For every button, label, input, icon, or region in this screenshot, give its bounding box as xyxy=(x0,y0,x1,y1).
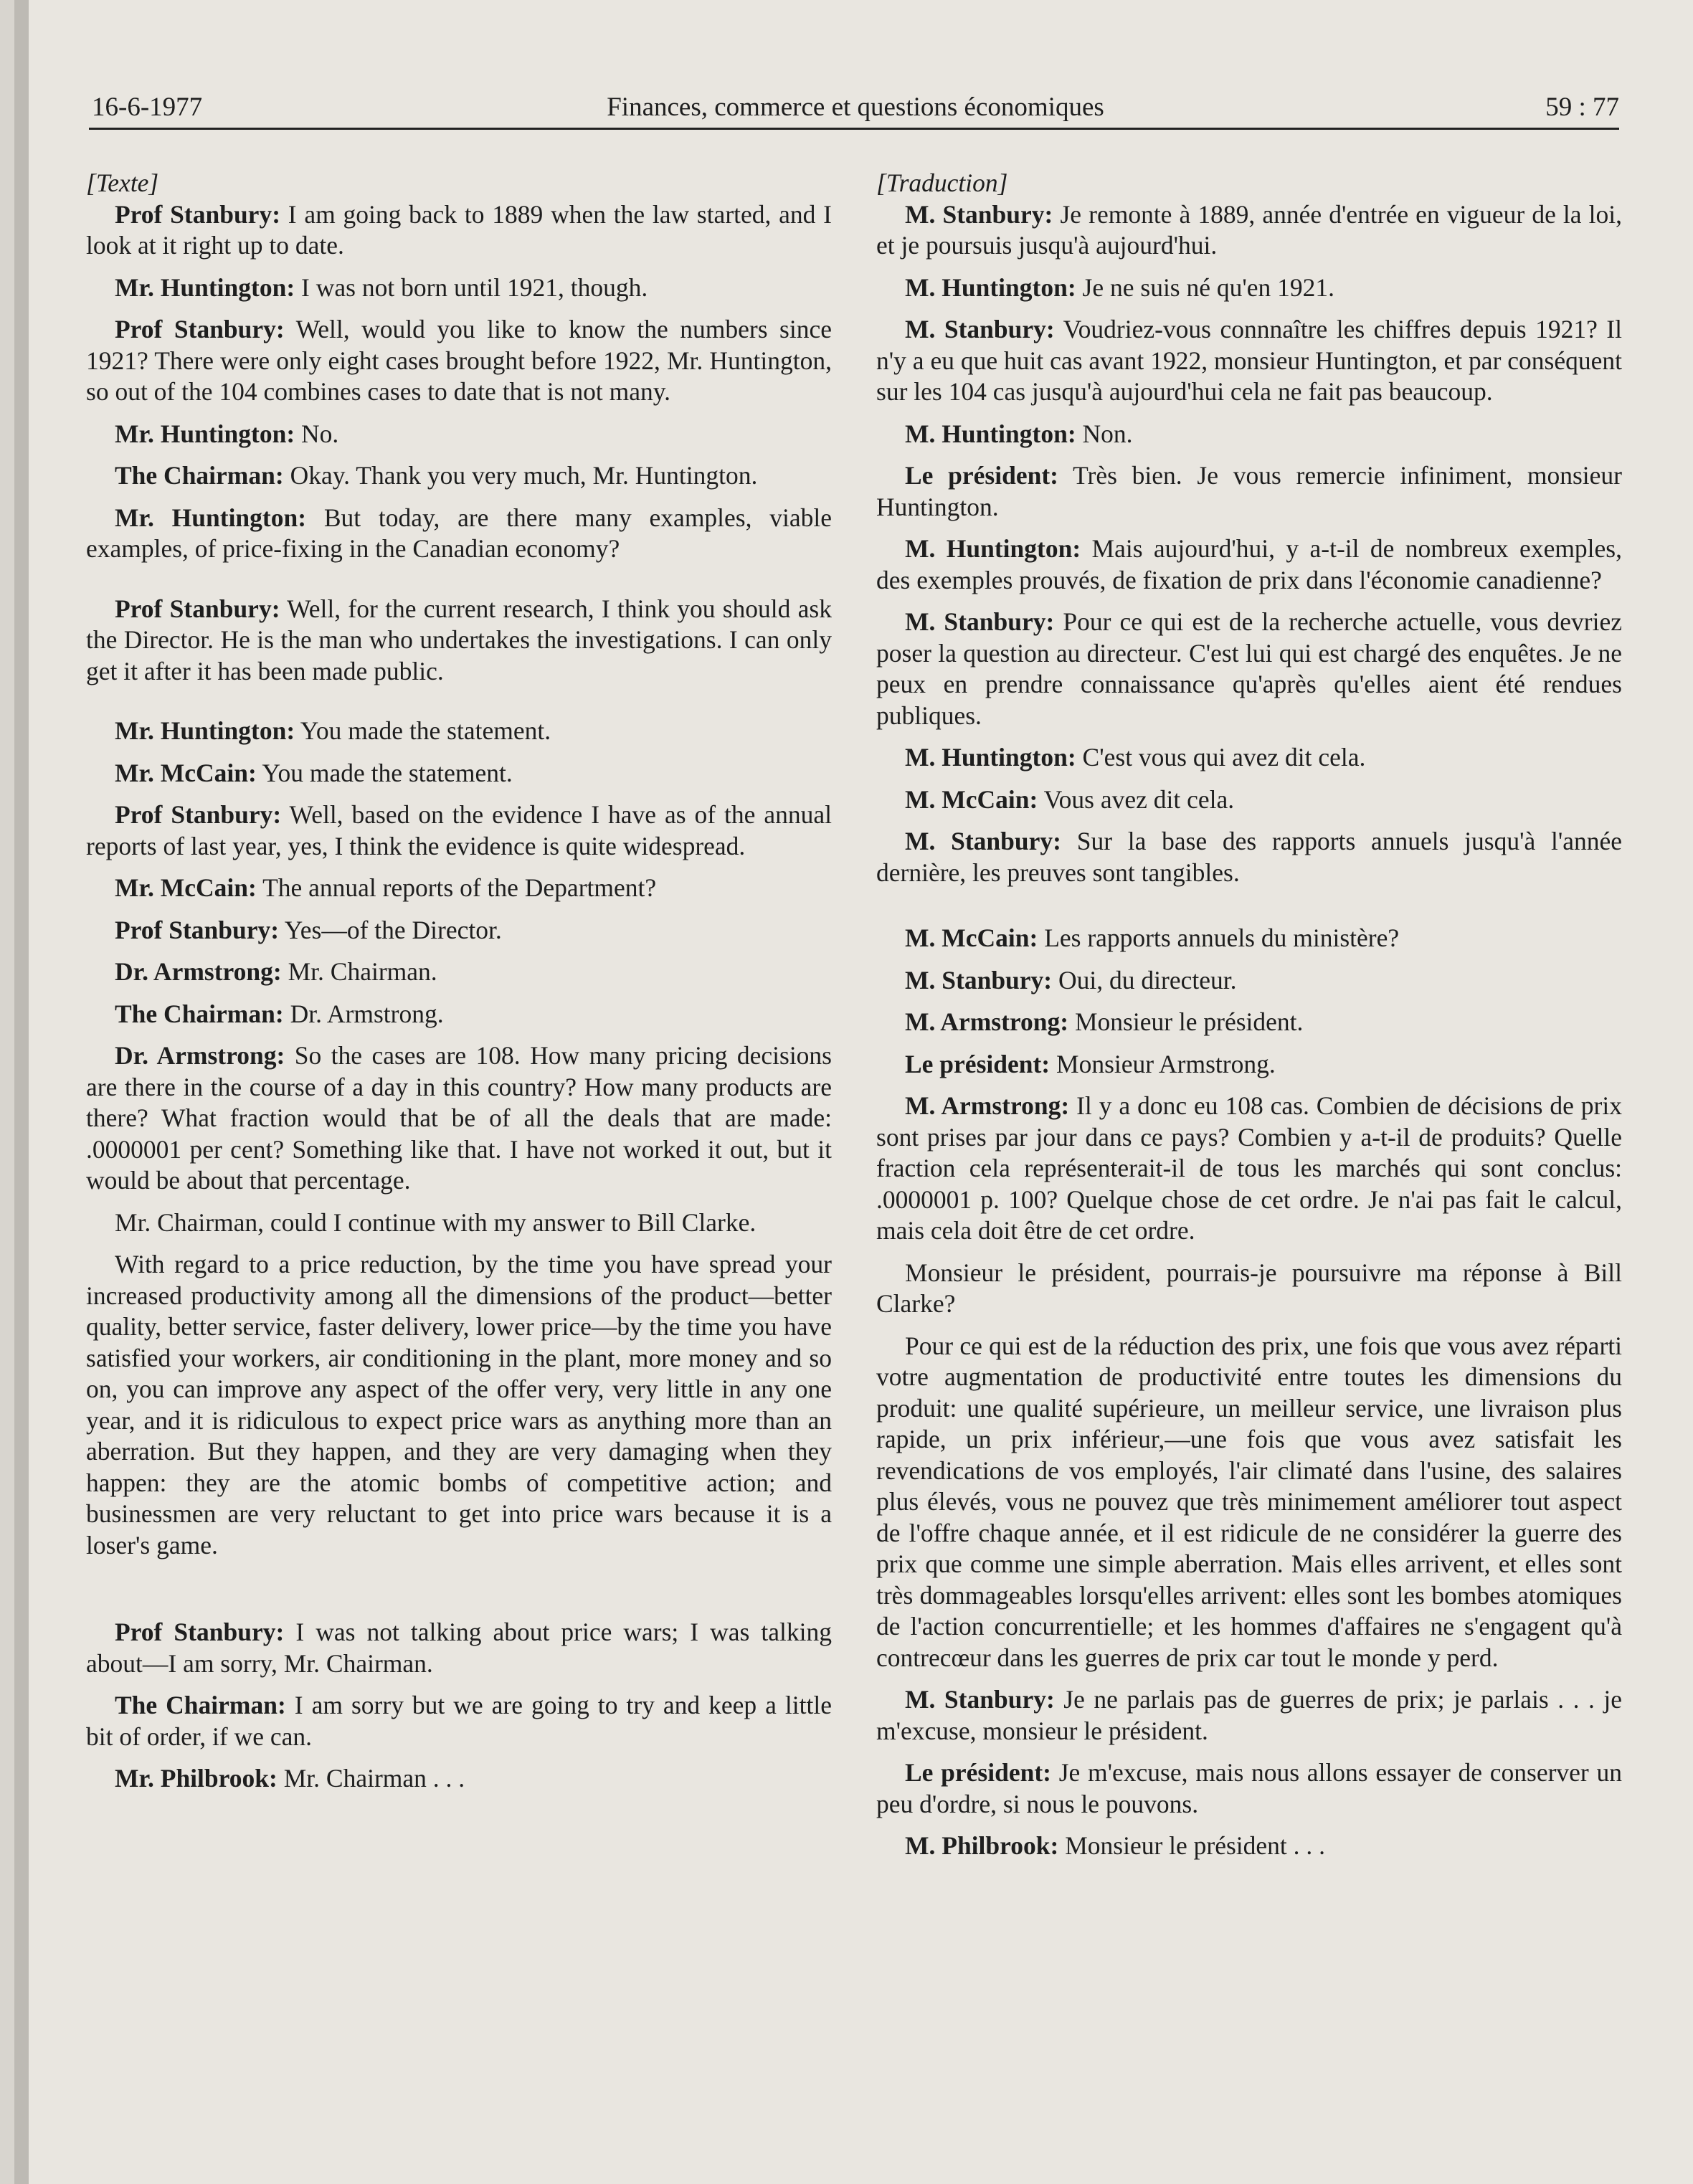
french-column xyxy=(876,168,1622,1873)
speech: No. xyxy=(295,419,339,448)
speaker: Prof Stanbury: xyxy=(115,800,282,829)
speech: Je ne suis né qu'en 1921. xyxy=(1076,272,1335,302)
speech: I am going back to 1889 when the law started, and I look at it right up to date. xyxy=(86,199,832,260)
speech: But today, are there many examples, viable examples, of price-fixing in the Canadian economy? xyxy=(86,503,832,563)
paragraph xyxy=(876,1258,1622,1320)
document-page xyxy=(14,0,1693,2184)
paragraph xyxy=(86,1249,832,1561)
speech: You made the statement. xyxy=(295,716,551,745)
speaker: Mr. McCain: xyxy=(115,873,257,902)
paragraph xyxy=(86,1763,832,1795)
speech: C'est vous qui avez dit cela. xyxy=(1076,743,1366,771)
speaker: The Chairman: xyxy=(115,461,284,490)
speaker: Prof Stanbury: xyxy=(115,1618,285,1646)
paragraph xyxy=(876,965,1622,997)
paragraph xyxy=(86,999,832,1030)
header-title: Finances, commerce et questions économiques xyxy=(607,92,1104,122)
speech: Mr. Chairman. xyxy=(281,957,437,986)
speech: Well, for the current research, I think you should ask the Director. He is the man who undertakes the investigations. I can only get it after it has been made public. xyxy=(86,594,832,685)
speech: The annual reports of the Department? xyxy=(256,873,657,902)
speech: Je m'excuse, mais nous allons essayer de conserver un peu d'ordre, si nous le pouvons. xyxy=(876,1758,1622,1818)
english-column xyxy=(86,168,832,1805)
speaker: Mr. Huntington: xyxy=(115,716,295,745)
speaker: M. McCain: xyxy=(905,784,1038,814)
speaker: Mr. Huntington: xyxy=(115,503,307,532)
speech: Monsieur le président, pourrais-je poursuivre ma réponse à Bill Clarke? xyxy=(876,1258,1622,1318)
speaker: M. Huntington: xyxy=(905,419,1076,448)
paragraph xyxy=(86,503,832,565)
paragraph xyxy=(876,533,1622,596)
paragraph xyxy=(876,1757,1622,1820)
speaker: M. Stanbury: xyxy=(905,827,1061,855)
speech: Mais aujourd'hui, y a-t-il de nombreux exemples, des exemples prouvés, de fixation de prix dans l'économie canadienne? xyxy=(876,534,1622,594)
speech: Vous avez dit cela. xyxy=(1038,784,1235,814)
speaker: Le président: xyxy=(905,1049,1051,1078)
speaker: M. Stanbury: xyxy=(905,965,1053,994)
speech: You made the statement. xyxy=(256,758,513,787)
speech: Il y a donc eu 108 cas. Combien de décisions de prix sont prises par jour dans ce pays? Combien y a-t-il de produits? Quelle fraction cela représenterait-il de tous les marchés qui sont conclus: .0000001 p. 100? Quelque chose de cet ordre. Je n'ai pas fait le calcul, mais cela doit être de cet ordre. xyxy=(876,1091,1622,1245)
paragraph xyxy=(876,314,1622,408)
header-rule xyxy=(89,128,1619,130)
paragraph xyxy=(86,1040,832,1197)
speaker: Dr. Armstrong: xyxy=(115,957,282,986)
speaker: Dr. Armstrong: xyxy=(115,1041,285,1070)
speaker: M. Philbrook: xyxy=(905,1831,1059,1860)
speech: With regard to a price reduction, by the time you have spread your increased productivity among all the dimensions of the product—better quality, better service, faster delivery, lower price—by the time you have satisfied your workers, air conditioning in the plant, more money and so on, you can improve any aspect of the offer very, very little in any one year, and it is ridiculous to expect price wars as anything more than an aberration. But they happen, and they are very damaging when they happen: they are the atomic bombs of competitive action; and businessmen are very reluctant to get into price wars because it is a loser's game. xyxy=(86,1250,832,1559)
running-header xyxy=(92,89,1619,132)
paragraph xyxy=(86,915,832,946)
paragraph xyxy=(876,419,1622,450)
speech: Yes—of the Director. xyxy=(279,915,502,944)
paragraph xyxy=(86,1207,832,1239)
speech: Pour ce qui est de la recherche actuelle, vous devriez poser la question au directeur. C'est lui qui est chargé des enquêtes. Je ne peux en prendre connaissance qu'après qu'elles aient été rendues publiques. xyxy=(876,607,1622,730)
speech: Je ne parlais pas de guerres de prix; je parlais . . . je m'excuse, monsieur le président. xyxy=(876,1685,1622,1745)
speaker: Prof Stanbury: xyxy=(115,594,280,623)
paragraph xyxy=(86,199,832,262)
speaker: Le président: xyxy=(905,461,1058,490)
speech: Oui, du directeur. xyxy=(1052,965,1237,994)
paragraph xyxy=(86,594,832,688)
speaker: M. Stanbury: xyxy=(905,315,1055,343)
speech: Monsieur le président . . . xyxy=(1058,1831,1326,1860)
paragraph xyxy=(876,199,1622,262)
speech: Voudriez-vous connnaître les chiffres depuis 1921? Il n'y a eu que huit cas avant 1922, monsieur Huntington, et par conséquent sur les 104 cas jusqu'à aujourd'hui cela ne fait pas beaucoup. xyxy=(876,315,1622,406)
speech: I was not talking about price wars; I was talking about—I am sorry, Mr. Chairman. xyxy=(86,1618,833,1678)
speaker: M. Armstrong: xyxy=(905,1091,1070,1120)
speaker: Mr. Huntington: xyxy=(115,419,295,448)
paragraph xyxy=(876,1049,1622,1081)
paragraph xyxy=(876,784,1622,816)
speech: Pour ce qui est de la réduction des prix, une fois que vous avez réparti votre augmentation de productivité entre toutes les dimensions du produit: une qualité supérieure, un meilleur service, une livraison plus rapide, un prix inférieur,—une fois que vous avez satisfait les revendications de vos employés, l'air climaté dans l'usine, des salaires plus élevés, vous ne pouvez que très minimement améliorer tout aspect de l'offre chaque année, et il est ridicule de ne considérer la guerre des prix que comme une simple aberration. Mais elles arrivent, et elles sont très dommageables lorsqu'elles arrivent: elles sont les bombes atomiques de l'action concurrentielle; et les hommes d'affaires ne s'engagent qu'à contrecœur dans les guerres de prix car tout le monde y perd. xyxy=(876,1331,1622,1672)
speaker: M. Huntington: xyxy=(905,272,1076,302)
speech: Well, based on the evidence I have as of the annual reports of last year, yes, I think the evidence is quite widespread. xyxy=(86,800,832,860)
paragraph xyxy=(876,1331,1622,1674)
paragraph xyxy=(876,1091,1622,1247)
header-page-number: 59 : 77 xyxy=(1545,92,1619,122)
speaker: M. Huntington: xyxy=(905,743,1076,771)
speech: I am sorry but we are going to try and keep a little bit of order, if we can. xyxy=(86,1691,832,1751)
speech: Je remonte à 1889, année d'entrée en vigueur de la loi, et je poursuis jusqu'à aujourd'hui. xyxy=(876,199,1622,260)
speech: So the cases are 108. How many pricing decisions are there in the course of a day in this country? How many products are there? What fraction would that be of all the deals that are made: .0000001 per cent? Something like that. I have not worked it out, but it would be about that percentage. xyxy=(86,1041,832,1195)
speaker: Prof Stanbury: xyxy=(115,915,280,944)
speaker: M. Armstrong: xyxy=(905,1007,1069,1036)
speech: Non. xyxy=(1076,419,1133,448)
speech: I was not born until 1921, though. xyxy=(295,272,648,302)
paragraph xyxy=(86,419,832,450)
speaker: Prof Stanbury: xyxy=(115,199,281,229)
speaker: M. Stanbury: xyxy=(905,1685,1055,1714)
speech: Sur la base des rapports annuels jusqu'à l'année dernière, les preuves sont tangibles. xyxy=(876,827,1622,887)
paragraph xyxy=(876,1831,1622,1862)
paragraph xyxy=(86,314,832,408)
paragraph xyxy=(876,272,1622,304)
speech: Mr. Chairman . . . xyxy=(277,1764,465,1793)
paragraph xyxy=(86,956,832,988)
speech: Dr. Armstrong. xyxy=(283,999,444,1028)
paragraph xyxy=(86,1617,832,1679)
speaker: M. Huntington: xyxy=(905,534,1081,563)
speaker: Mr. Huntington: xyxy=(115,272,295,302)
speaker: The Chairman: xyxy=(115,999,284,1028)
speaker: M. Stanbury: xyxy=(905,607,1055,636)
speaker: Prof Stanbury: xyxy=(115,315,285,343)
speech: Well, would you like to know the numbers since 1921? There were only eight cases brought before 1922, Mr. Huntington, so out of the 104 combines cases to date that is not many. xyxy=(86,315,833,406)
header-date: 16-6-1977 xyxy=(92,92,203,122)
paragraph xyxy=(876,607,1622,731)
paragraph xyxy=(876,1007,1622,1038)
paragraph xyxy=(86,1690,832,1752)
paragraph xyxy=(876,826,1622,888)
page-edge-shadow xyxy=(14,0,29,2184)
speaker: M. McCain: xyxy=(905,924,1038,952)
paragraph xyxy=(86,716,832,747)
paragraph xyxy=(86,873,832,904)
speaker: The Chairman: xyxy=(115,1691,286,1719)
speaker: M. Stanbury: xyxy=(905,199,1053,229)
speech: Monsieur Armstrong. xyxy=(1050,1049,1276,1078)
paragraph xyxy=(876,742,1622,774)
paragraph xyxy=(86,799,832,862)
speech: Très bien. Je vous remercie infiniment, monsieur Huntington. xyxy=(876,461,1622,521)
speech: Okay. Thank you very much, Mr. Huntington. xyxy=(283,461,758,490)
paragraph xyxy=(876,923,1622,954)
speech: Monsieur le président. xyxy=(1068,1007,1304,1036)
speech: Mr. Chairman, could I continue with my answer to Bill Clarke. xyxy=(115,1207,757,1237)
speaker: Mr. McCain: xyxy=(115,758,257,787)
paragraph xyxy=(86,758,832,789)
speaker: Le président: xyxy=(905,1758,1051,1787)
paragraph xyxy=(876,1684,1622,1747)
speech: Les rapports annuels du ministère? xyxy=(1038,924,1400,952)
text-tag: [Texte] xyxy=(86,168,159,197)
translation-tag: [Traduction] xyxy=(876,168,1008,197)
paragraph xyxy=(86,272,832,304)
paragraph xyxy=(876,460,1622,523)
paragraph xyxy=(86,460,832,492)
speaker: Mr. Philbrook: xyxy=(115,1764,278,1793)
